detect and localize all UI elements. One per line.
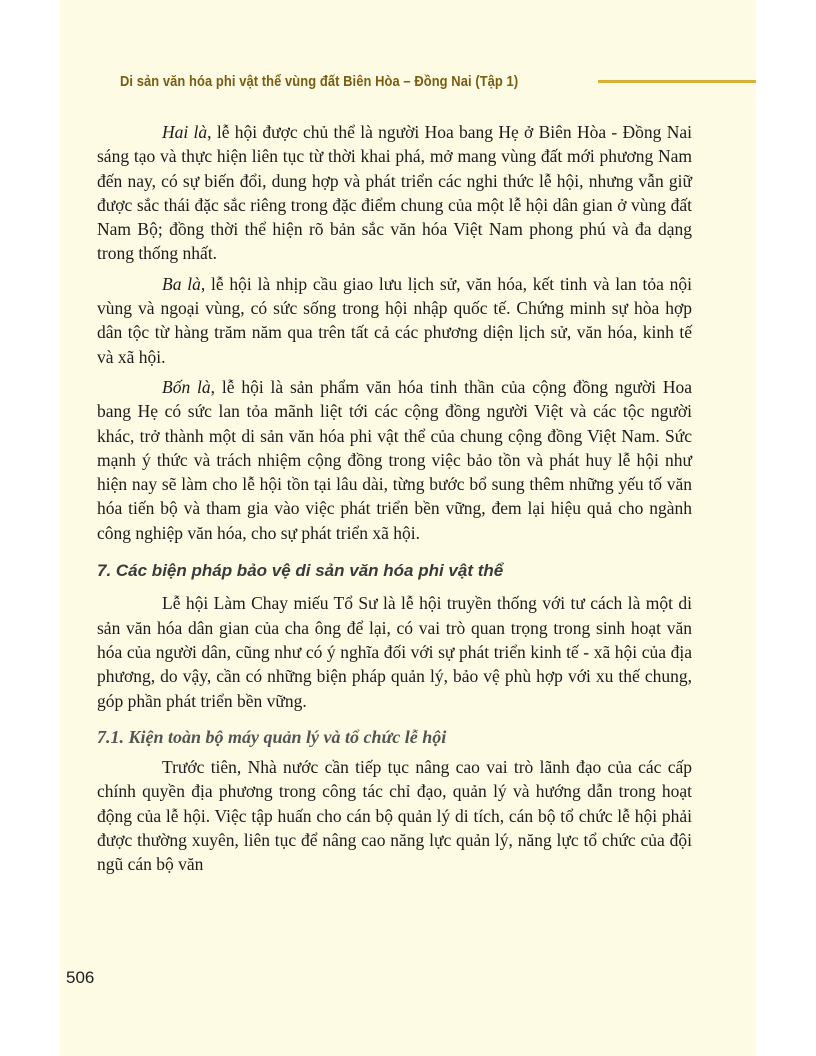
subsection-heading: 7.1. Kiện toàn bộ máy quản lý và tổ chức lễ hội [97,726,447,747]
page-content [97,120,692,883]
header-rule [598,80,756,83]
paragraph-bon-la [97,375,692,545]
subsection-text: Trước tiên, Nhà nước cần tiếp tục nâng cao vai trò lãnh đạo của các cấp chính quyền địa phương trong công tác chỉ đạo, quản lý và hướng dẫn trong hoạt động của lễ hội. Việc tập huấn cho cán bộ quản lý di tích, cán bộ tổ chức lễ hội phải được thường xuyên, liên tục để nâng cao năng lực quản lý, năng lực tổ chức của đội ngũ cán bộ văn [97,757,692,875]
paragraph-lead: Ba là [162,273,201,294]
running-header-title: Di sản văn hóa phi vật thể vùng đất Biên Hòa – Đồng Nai (Tập 1) [120,72,519,90]
paragraph-text: , lễ hội được chủ thể là người Hoa bang Hẹ ở Biên Hòa - Đồng Nai sáng tạo và thực hiện liên tục từ thời khai phá, mở mang vùng đất mới phương Nam đến nay, có sự biến đổi, dung hợp và phát triển các nghi thức lễ hội, nhưng vẫn giữ được sắc thái đặc sắc riêng trong đặc điểm chung của một lễ hội dân gian ở vùng đất Nam Bộ; đồng thời thể hiện rõ bản sắc văn hóa Việt Nam phong phú và đa dạng trong thống nhất. [97,122,692,264]
paragraph-lead: Bốn là [162,376,211,397]
section-intro: Lễ hội Làm Chay miếu Tổ Sư là lễ hội truyền thống với tư cách là một di sản văn hóa dân gian của cha ông để lại, có vai trò quan trọng trong sinh hoạt văn hóa của người dân, cũng như có ý nghĩa đối với sự phát triển kinh tế - xã hội của địa phương, do vậy, cần có những biện pháp quản lý, bảo vệ phù hợp với xu thế chung, góp phần phát triển bền vững. [97,593,692,711]
section-heading: 7. Các biện pháp bảo vệ di sản văn hóa phi vật thể [97,561,504,581]
running-header [120,69,756,93]
paragraph-text: , lễ hội là nhịp cầu giao lưu lịch sử, văn hóa, kết tinh và lan tỏa nội vùng và ngoại vùng, có sức sống trong hội nhập quốc tế. Chứng minh sự hòa hợp dân tộc từ hàng trăm năm qua trên tất cả các phương diện lịch sử, văn hóa, kinh tế và xã hội. [97,273,692,367]
paragraph-hai-la [97,120,692,266]
page-number: 506 [66,968,95,987]
paragraph-ba-la [97,272,692,369]
paragraph-lead: Hai là [162,122,208,142]
paragraph-text: , lễ hội là sản phẩm văn hóa tinh thần của cộng đồng người Hoa bang Hẹ có sức lan tỏa mãnh liệt tới các cộng đồng người Việt và các tộc người khác, trở thành một di sản văn hóa phi vật thể của chung cộng đồng Việt Nam. Sức mạnh ý thức và trách nhiệm cộng đồng trong việc bảo tồn và phát huy lễ hội như hiện nay sẽ làm cho lễ hội tồn tại lâu dài, từng bước bổ sung thêm những yếu tố văn hóa tiến bộ và tham gia vào việc phát triển bền vững, đem lại hiệu quả cho ngành công nghiệp văn hóa, cho sự phát triển xã hội. [97,376,692,543]
